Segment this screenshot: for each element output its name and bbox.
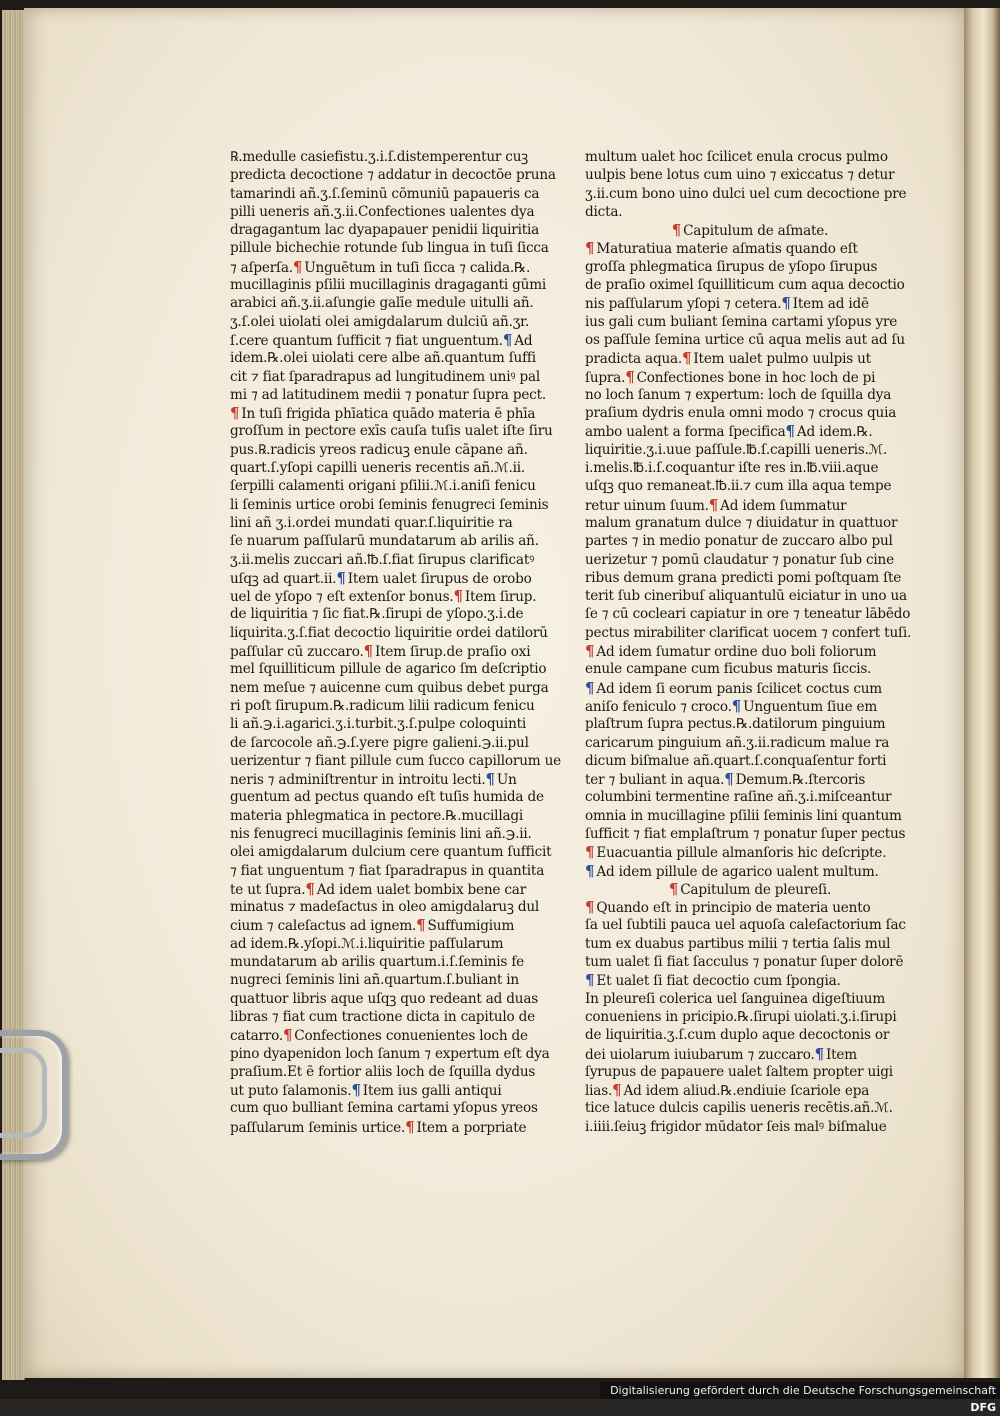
book-gutter [964, 8, 1000, 1378]
line-text: te ut ſupra. [230, 881, 306, 898]
paragraph-mark-icon: ¶ [585, 861, 595, 880]
text-line [585, 587, 915, 605]
line-text: ribus demum grana predicti pomi poſtquam ſte [585, 569, 902, 586]
text-line [585, 679, 915, 697]
line-text: predicta decoctione ⁊ addatur in decoctōe pruna [230, 167, 556, 184]
text-line [585, 148, 915, 166]
line-text: dicum biſmalue añ.quart.ſ.conquaſentur forti [585, 752, 887, 769]
line-text: ſerpilli calamenti origani pſilii.ℳ.i.aniſi fenicu [230, 478, 536, 495]
text-line [585, 642, 915, 660]
line-text-after-mark: Euacuantia pillule almanſoris hic deſcripte. [596, 845, 887, 862]
paragraph-mark-icon: ¶ [671, 221, 682, 240]
line-text: ut puto ſalamonis. [230, 1083, 352, 1100]
text-line [230, 185, 550, 203]
line-text: nem meſue ⁊ auicenne cum quibus debet purga [230, 679, 549, 696]
paragraph-mark-icon: ¶ [351, 1081, 361, 1100]
line-text: enule campane cum ficubus maturis ſiccis. [585, 661, 872, 678]
text-line [585, 185, 915, 203]
text-line [230, 514, 550, 532]
text-line [230, 459, 550, 477]
paragraph-mark-icon: ¶ [405, 1117, 415, 1136]
text-line [585, 1118, 915, 1136]
line-text: liquiritie.ʒ.i.uue paſſule.℔.ſ.capilli ueneris.ℳ. [585, 441, 888, 458]
line-text: uſqꝫ quo remaneat.℔.ii.⁊ cum illa aqua tempe [585, 478, 892, 495]
line-text: pradicta aqua. [585, 351, 683, 368]
text-line [230, 532, 550, 550]
line-text-after-mark: In tuſi frigida phīatica quādo materia ē phīa [241, 406, 536, 423]
text-line [230, 916, 550, 934]
line-text: libras ⁊ fiat cum tractione dicta in capitulo de [230, 1008, 535, 1025]
line-text: caricarum pinguium añ.ʒ.ii.radicum malue ra [585, 734, 890, 751]
text-line [230, 331, 550, 349]
line-text: pilli ueneris añ.ʒ.ii.Confectiones ualentes dya [230, 203, 535, 220]
paragraph-mark-icon: ¶ [585, 971, 595, 990]
paragraph-mark-icon: ¶ [585, 678, 595, 697]
text-line [230, 953, 550, 971]
line-text-after-mark: Ad idem ſumatur ordine duo boli foliorum [596, 644, 877, 661]
paragraph-mark-icon: ¶ [453, 587, 463, 606]
line-text: cum quo bulliant ſemina cartami yſopus yreos [230, 1100, 538, 1117]
line-text: os paſſule ſemina urtice cū aqua melis aut ad ſu [585, 331, 905, 348]
paragraph-mark-icon: ¶ [336, 568, 346, 587]
digitization-credit: Digitalisierung gefördert durch die Deutsche Forschungsgemeinschaft [610, 1384, 996, 1397]
line-text: olei amigdalarum dulcium cere quantum ſufficit [230, 844, 552, 861]
line-text: In pleureſi colerica uel ſanguinea digeſtiuum [585, 990, 886, 1007]
line-text-after-mark: Suffumigium [427, 918, 515, 935]
line-text-after-mark: Ad idem.℞. [796, 424, 873, 441]
line-text-after-mark: Item ad idē [792, 296, 869, 313]
text-line [585, 715, 915, 733]
line-text: dragagantum lac dyapapauer penidii liquiritia [230, 222, 540, 239]
line-text: ʒ.ii.melis zuccari añ.℔.ſ.fiat ſirupus clarificatꝰ [230, 551, 535, 568]
text-line [585, 276, 915, 294]
paper-clip-inner [0, 1048, 47, 1138]
text-line [585, 404, 915, 422]
line-text: minatus ⁊ madeſactus in oleo amigdalaruꝫ dul [230, 899, 540, 916]
text-line [230, 294, 550, 312]
text-line [585, 1081, 915, 1099]
line-text: catarro. [230, 1028, 283, 1045]
line-text: ſufficit ⁊ fiat emplaſtrum ⁊ ponatur ſuper pectus [585, 825, 906, 842]
text-line [585, 532, 915, 550]
text-line [585, 1063, 915, 1081]
line-text-after-mark: Maturatiua materie aſmatis quando eſt [596, 241, 858, 258]
text-line [585, 313, 915, 331]
paragraph-mark-icon: ¶ [731, 696, 742, 715]
text-line [585, 551, 915, 569]
line-text: de liquiritia.ʒ.ſ.cum duplo aque decoctonis or [585, 1027, 890, 1044]
paragraph-mark-icon: ¶ [416, 916, 426, 935]
text-line [585, 770, 915, 788]
paragraph-mark-icon: ¶ [585, 843, 595, 862]
line-text-after-mark: Item ualet pulmo uulpis ut [693, 351, 871, 368]
text-line [585, 605, 915, 623]
text-line [230, 1099, 550, 1117]
line-text-after-mark: Item ſirup.de praſio oxi [374, 644, 531, 661]
paragraph-mark-icon: ¶ [585, 239, 595, 258]
line-text: columbini termentine raſine añ.ʒ.i.miſceantur [585, 789, 892, 806]
paragraph-mark-icon: ¶ [585, 898, 595, 917]
text-line [585, 514, 915, 532]
line-text: ſe nuarum paſſularū mundatarum ab arilis añ. [230, 533, 539, 550]
text-line [230, 1008, 550, 1026]
line-text: dei uiolarum iuiubarum ⁊ zuccaro. [585, 1046, 815, 1063]
text-line [230, 404, 550, 422]
text-line [230, 239, 550, 257]
line-text: ius gali cum buliant ſemina cartami yſopus yre [585, 313, 898, 330]
line-text: ſyrupus de papauere ualet ſaltem propter uigi [585, 1063, 893, 1080]
text-line [230, 1063, 550, 1081]
line-text-after-mark: Item ualet ſirupus de orobo [347, 570, 532, 587]
line-text: ʒ.ſ.olei uiolati olei amigdalarum dulciū añ.ʒr. [230, 313, 530, 330]
line-text: nugreci ſeminis lini añ.quartum.ſ.buliant in [230, 972, 519, 989]
line-text: groſſa phlegmatica ſirupus de yſopo ſirupus [585, 258, 878, 275]
text-line [585, 203, 915, 221]
line-text: tice latuce dulcis capilis ueneris recētis.añ.ℳ. [585, 1100, 893, 1117]
line-text: ambo ualent a forma ſpecifica [585, 424, 786, 441]
text-line [585, 788, 915, 806]
text-line [230, 441, 550, 459]
text-line [230, 587, 550, 605]
text-line [230, 605, 550, 623]
paragraph-mark-icon: ¶ [724, 770, 734, 789]
text-line [585, 1045, 915, 1063]
line-text: partes ⁊ in medio ponatur de zuccaro albo pul [585, 533, 893, 550]
paragraph-mark-icon: ¶ [814, 1044, 824, 1063]
line-text: uerizentur ⁊ fiant pillule cum ſucco capillorum ue [230, 752, 561, 769]
line-text: materia phlegmatica in pectore.℞.mucillagi [230, 807, 524, 824]
line-text: paſſular cū zuccaro. [230, 644, 364, 661]
line-text-after-mark: Capitulum de aſmate. [683, 223, 829, 240]
line-text-after-mark: Unguētum in tuſi ſicca ⁊ calida.℞. [304, 259, 531, 276]
text-line [585, 569, 915, 587]
line-text-after-mark: Un [496, 772, 517, 789]
line-text: ſa uel ſubtili pauca uel aquoſa caleſactorium ſac [585, 917, 906, 934]
line-text: pillule bichechie rotunde ſub lingua in tuſi ſicca [230, 240, 549, 257]
text-line [230, 679, 550, 697]
line-text: ſe ⁊ cū cocleari capiatur in ore ⁊ teneatur lābēdo [585, 606, 911, 623]
line-text: idem.℞.olei uiolati cere albe añ.quantum ſuffi [230, 350, 536, 367]
text-line [585, 752, 915, 770]
text-line [230, 1081, 550, 1099]
text-line [230, 843, 550, 861]
line-text-after-mark: Ad idem ſi eorum panis ſcilicet coctus cum [596, 680, 883, 697]
text-line [585, 166, 915, 184]
text-line [230, 734, 550, 752]
paragraph-mark-icon: ¶ [781, 294, 791, 313]
text-line [230, 752, 561, 770]
digitization-credit-bar [600, 1382, 1000, 1414]
paragraph-mark-icon: ¶ [502, 330, 513, 349]
line-text: uel de yſopo ⁊ eſt extenſor bonus. [230, 589, 454, 606]
line-text-after-mark: Ad idem aliud.℞.endiuie ſcariole epa [623, 1083, 870, 1100]
text-line [585, 807, 915, 825]
paragraph-mark-icon: ¶ [612, 1081, 622, 1100]
paragraph-mark-icon: ¶ [363, 642, 373, 661]
text-line [585, 880, 915, 898]
line-text: ℞.medulle casiefistu.ʒ.i.ſ.distemperentur cuꝫ [230, 149, 529, 165]
line-text: groſſum in pectore exīs cauſa tuſis ualet iſte ſiru [230, 423, 553, 440]
text-line [585, 331, 915, 349]
text-line [585, 1026, 915, 1044]
text-line [230, 258, 550, 276]
line-text: pectus mirabiliter clarificat uocem ⁊ confert tuſi. [585, 624, 912, 641]
text-line [230, 368, 550, 386]
text-line [230, 788, 550, 806]
text-line [230, 1045, 550, 1063]
text-column-left [230, 148, 561, 1136]
line-text: quart.ſ.yſopi capilli ueneris recentis añ.ℳ.ii. [230, 460, 526, 477]
paragraph-mark-icon: ¶ [682, 349, 692, 368]
text-line [230, 477, 550, 495]
line-text-after-mark: Item [825, 1046, 857, 1063]
paragraph-mark-icon: ¶ [785, 422, 795, 441]
text-line [230, 660, 550, 678]
text-line [585, 862, 915, 880]
line-text: de liquiritia ⁊ ſic fiat.℞.ſirupi de yſopo.ʒ.i.de [230, 606, 524, 623]
line-text: uſqꝫ ad quart.ii. [230, 570, 337, 587]
text-line [230, 862, 550, 880]
text-line [230, 935, 550, 953]
line-text: mel ſquilliticum pillule de agarico ſm deſcriptio [230, 661, 547, 678]
line-text: nis fenugreci mucillaginis ſeminis lini añ.℈.ii. [230, 825, 532, 842]
line-text-after-mark: Confectiones conuenientes loch de [294, 1028, 528, 1045]
line-text: liquirita.ʒ.ſ.fiat decoctio liquiritie ordei datilorū [230, 624, 548, 641]
line-text: quattuor libris aque uſqꝫ quo redeant ad duas [230, 990, 539, 1007]
text-line [230, 898, 550, 916]
line-text: malum granatum dulce ⁊ diuidatur in quattuor [585, 514, 898, 531]
line-text-after-mark: Capitulum de pleureſi. [680, 881, 832, 898]
line-text: praſium dydris enula omni modo ⁊ crocus quia [585, 405, 897, 422]
line-text: tum ualet ſi fiat ſacculus ⁊ ponatur ſuper dolorē [585, 954, 904, 971]
line-text: arabici añ.ʒ.ii.aſungie galīe medule uitulli añ. [230, 295, 534, 312]
dfg-logo: DFG [970, 1401, 996, 1414]
text-line [230, 1026, 550, 1044]
line-text-after-mark: Item ius galli antiqui [362, 1083, 502, 1100]
text-line [585, 239, 915, 257]
line-text-after-mark: Confectiones bone in hoc loch de pi [636, 369, 876, 386]
paragraph-mark-icon: ¶ [282, 1026, 293, 1045]
line-text: tum ex duabus partibus milii ⁊ tertia ſalis mul [585, 935, 891, 952]
text-line [585, 258, 915, 276]
line-text-after-mark: Quando eſt in principio de materia uento [596, 900, 871, 917]
paragraph-mark-icon: ¶ [305, 879, 315, 898]
text-line [585, 916, 915, 934]
text-line [585, 660, 915, 678]
line-text: de ſarcocole añ.℈.ſ.yere pigre galieni.℈.ii.pul [230, 734, 529, 751]
text-line [230, 1118, 550, 1136]
text-line [585, 898, 915, 916]
text-line [585, 935, 915, 953]
paragraph-mark-icon: ¶ [292, 257, 303, 276]
line-text: mundatarum ab arilis quartum.i.ſ.ſeminis fe [230, 954, 525, 971]
text-line [585, 697, 915, 715]
line-text: cit ⁊ fiat ſparadrapus ad lungitudinem uniꝰ pal [230, 368, 541, 385]
paragraph-mark-icon: ¶ [668, 879, 679, 898]
text-line [585, 386, 915, 404]
text-line [585, 441, 915, 459]
text-line [230, 203, 550, 221]
text-line [585, 1099, 915, 1117]
text-line [585, 971, 915, 989]
text-line [230, 349, 550, 367]
text-line [585, 349, 915, 367]
line-text: ri poſt ſirupum.℞.radicum lilii radicum fenicu [230, 697, 535, 714]
text-line [585, 221, 915, 239]
line-text: mucillaginis pſilii mucillaginis dragaganti gūmi [230, 277, 547, 294]
line-text: i.iiii.ſeiuꝫ frigidor mūdator ſeis malꝰ biſmalue [585, 1118, 887, 1135]
line-text: i.melis.℔.i.ſ.coquantur iſte res in.℔.viii.aque [585, 460, 879, 477]
line-text-after-mark: Ad idem ualet bombix bene car [316, 881, 527, 898]
book-page-edges [2, 10, 25, 1380]
text-line [585, 422, 915, 440]
paragraph-mark-icon: ¶ [230, 404, 240, 423]
text-line [230, 990, 550, 1008]
text-line [230, 880, 550, 898]
line-text: paſſularum ſeminis urtice. [230, 1119, 406, 1136]
line-text: ʒ.ii.cum bono uino dulci uel cum decoctione pre [585, 185, 907, 202]
paragraph-mark-icon: ¶ [625, 367, 635, 386]
line-text: ⁊ fiat unguentum ⁊ fiat ſparadrapus in quantita [230, 862, 545, 879]
text-line [585, 477, 915, 495]
text-line [230, 642, 550, 660]
text-line [585, 825, 915, 843]
line-text: cium ⁊ caleſactus ad ignem. [230, 918, 417, 935]
text-line [585, 734, 915, 752]
line-text: uulpis bene lotus cum uino ⁊ exiccatus ⁊ detur [585, 167, 895, 184]
text-line [230, 624, 550, 642]
line-text: li añ.℈.i.agarici.ʒ.i.turbit.ʒ.ſ.pulpe coloquinti [230, 716, 527, 733]
paragraph-mark-icon: ¶ [708, 495, 719, 514]
line-text-after-mark: Ad idem pillule de agarico ualent multum. [596, 863, 879, 880]
text-line [230, 551, 550, 569]
text-line [585, 496, 915, 514]
line-text: aniſo feniculo ⁊ croco. [585, 698, 732, 715]
line-text: pino dyapenidon loch ſanum ⁊ expertum eſt dya [230, 1045, 550, 1062]
line-text: dicta. [585, 203, 623, 220]
text-line [230, 971, 550, 989]
line-text-after-mark: Item a porpriate [416, 1119, 527, 1136]
line-text: terit ſub cineribuſ aliquantulū eiciatur in uno ua [585, 588, 907, 605]
text-line [230, 715, 550, 733]
text-line [230, 148, 550, 166]
text-line [230, 496, 550, 514]
line-text: ⁊ aſperſa. [230, 259, 293, 276]
line-text-after-mark: Item ſirup. [464, 589, 537, 606]
text-column-right [585, 148, 915, 1136]
text-line [585, 459, 915, 477]
line-text: ſupra. [585, 369, 626, 386]
line-text: guentum ad pectus quando eſt tuſis humida de [230, 789, 544, 806]
line-text-after-mark: Demum.℞.ſtercoris [735, 772, 866, 789]
text-line [585, 843, 915, 861]
text-line [230, 422, 553, 440]
line-text-after-mark: Ad idem ſummatur [720, 497, 847, 514]
line-text: ad idem.℞.yſopi.ℳ.i.liquiritie paſſularum [230, 935, 504, 952]
text-line [230, 276, 550, 294]
text-line [585, 294, 915, 312]
text-line [230, 386, 550, 404]
line-text: lias. [585, 1083, 613, 1100]
text-line [230, 825, 550, 843]
line-text: retur uinum ſuum. [585, 497, 709, 514]
line-text: pus.℞.radicis yreos radicuꝫ enule cāpane añ. [230, 441, 528, 458]
line-text: multum ualet hoc ſcilicet enula crocus pulmo [585, 149, 888, 165]
text-line [230, 697, 550, 715]
line-text: plaſtrum ſupra pectus.℞.datilorum pinguium [585, 716, 886, 733]
text-line [585, 368, 915, 386]
line-text-after-mark: Ad [514, 332, 533, 349]
line-text-after-mark: Et ualet ſi fiat decoctio cum ſpongia. [596, 973, 841, 990]
line-text: nis paſſularum yſopi ⁊ cetera. [585, 296, 782, 313]
line-text: neris ⁊ adminiſtrentur in introitu lecti. [230, 772, 486, 789]
text-line [230, 569, 550, 587]
line-text: tamarindi añ.ʒ.ſ.ſeminū cōmuniū papaueris ca [230, 185, 540, 202]
paragraph-mark-icon: ¶ [585, 642, 595, 661]
line-text: ſ.cere quantum ſufficit ⁊ fiat unguentum. [230, 332, 503, 349]
line-text: ter ⁊ buliant in aqua. [585, 772, 725, 789]
text-line [585, 953, 915, 971]
text-line [230, 770, 550, 788]
text-line [230, 221, 550, 239]
line-text: lini añ ʒ.i.ordei mundati quar.ſ.liquiritie ra [230, 514, 513, 531]
line-text: li ſeminis urtice orobi ſeminis fenugreci ſeminis [230, 496, 549, 513]
line-text: de praſio oximel ſquilliticum cum aqua decoctio [585, 277, 905, 294]
text-line [230, 166, 556, 184]
line-text-after-mark: Unguentum ſiue em [743, 698, 878, 715]
paragraph-mark-icon: ¶ [485, 770, 495, 789]
line-text: uerizetur ⁊ pomū claudatur ⁊ ponatur ſub cine [585, 551, 894, 568]
text-line [585, 990, 915, 1008]
text-line [585, 624, 915, 642]
line-text: no loch ſanum ⁊ expertum: loch de ſquilla dya [585, 386, 892, 403]
line-text: mi ⁊ ad latitudinem medii ⁊ ponatur ſupra pect. [230, 386, 546, 403]
line-text: omnia in mucillagine pſilii ſeminis lini quantum [585, 807, 902, 824]
text-line [230, 807, 550, 825]
line-text: praſium.Et ē fortior aliis loch de ſquilla dydus [230, 1063, 536, 1080]
line-text: conueniens in pricipio.℞.ſirupi uiolati.ʒ.i.ſirupi [585, 1008, 897, 1025]
text-line [230, 313, 550, 331]
text-line [585, 1008, 915, 1026]
